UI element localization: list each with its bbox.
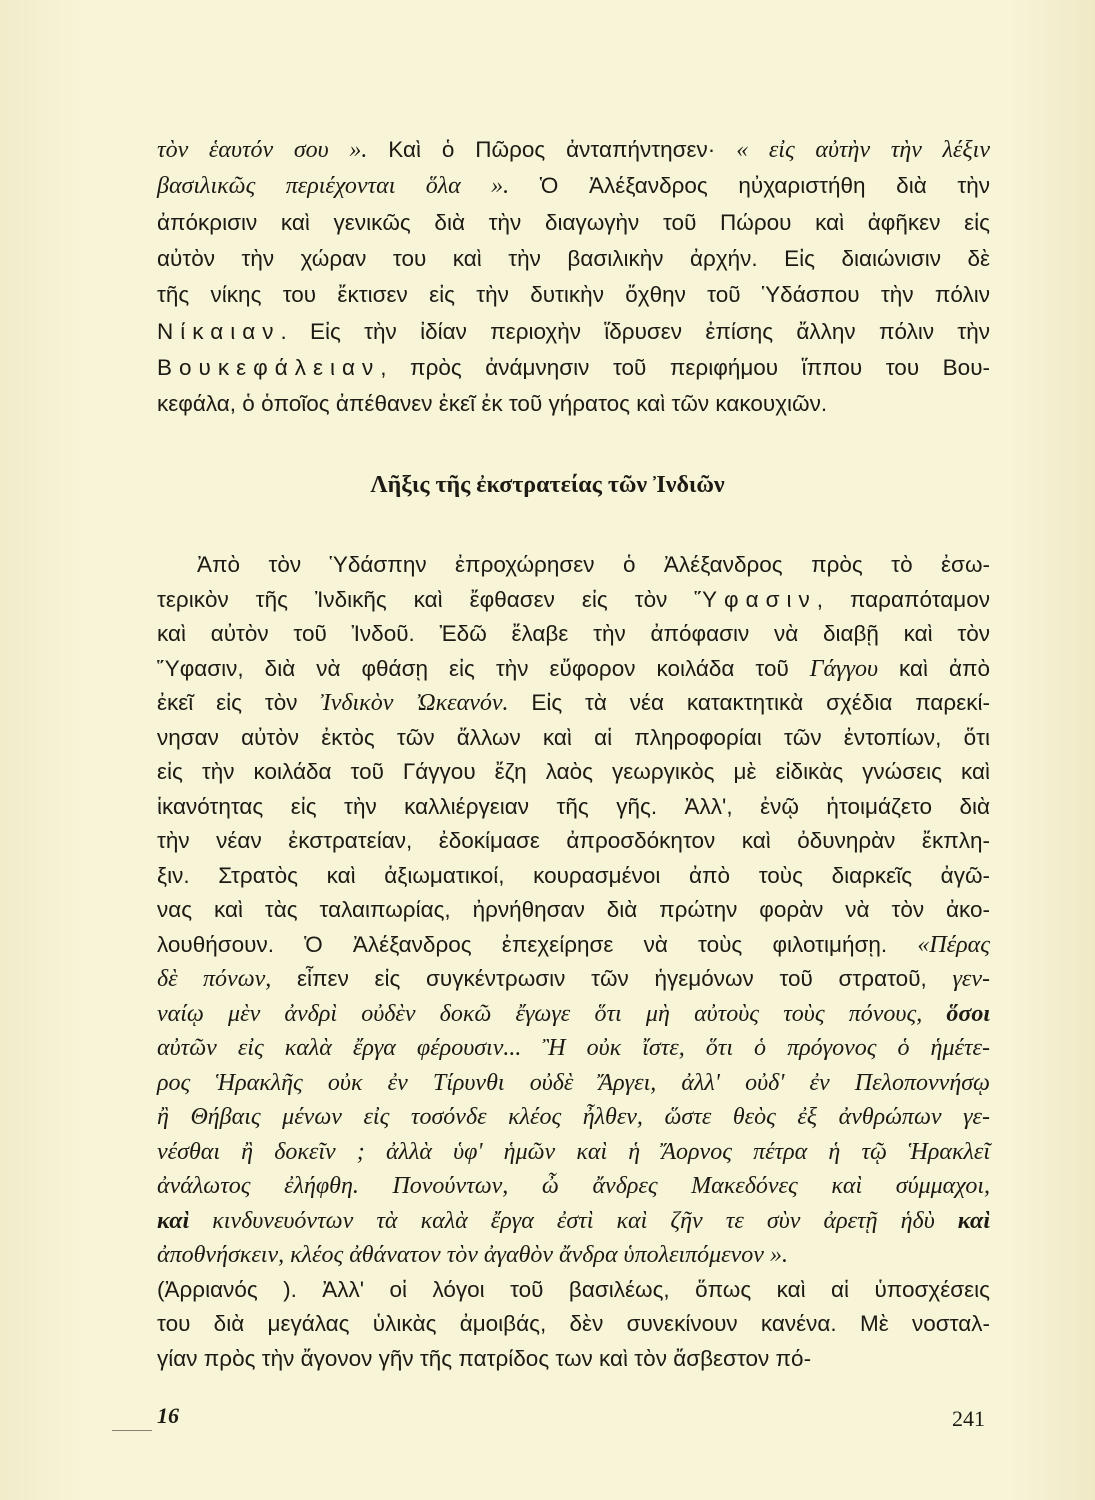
text-segment: ἀπόκρισιν καὶ γενικῶς διὰ τὴν διαγωγὴν τοῦ Πώρου καὶ ἀφῆκεν εἰς — [157, 209, 990, 235]
text-line — [157, 280, 990, 310]
text-line — [157, 999, 990, 1029]
quoted-italic-text: ρος Ἡρακλῆς οὐκ ἐν Τίρυνθι οὐδὲ Ἄργει, ἀλλ' οὐδ' ἐν Πελοποννήσῳ — [157, 1069, 990, 1096]
quoted-italic-text: αὐτῶν εἰς καλὰ ἔργα φέρουσιν... Ἢ οὐκ ἴστε, ὅτι ὁ πρόγονος ὁ ἡμέτε- — [157, 1035, 990, 1061]
quoted-italic-text: ἢ Θήβαις μένων εἰς τοσόνδε κλέος ἦλθεν, ὥστε θεὸς ἐξ ἀνθρώπων γε- — [157, 1104, 990, 1130]
quoted-italic-text: καὶ — [957, 1207, 990, 1234]
text-segment: Καὶ ὁ Πῶρος ἀνταπήντησεν· — [367, 137, 737, 162]
text-line — [157, 585, 990, 615]
text-line — [157, 1102, 990, 1132]
section-heading: Λῆξις τῆς ἐκστρατείας τῶν Ἰνδιῶν — [370, 472, 725, 498]
text-segment: νησαν αὐτὸν ἐκτὸς τῶν ἄλλων καὶ αἱ πληροφορίαι τῶν ἐντοπίων, ὅτι — [157, 724, 990, 750]
text-line — [157, 1206, 990, 1236]
text-segment: (Ἀρριανός ). Ἀλλ' οἱ λόγοι τοῦ βασιλέως, ὅπως καὶ αἱ ὑποσχέσεις — [157, 1276, 990, 1302]
quoted-italic-text: τὸν ἑαυτόν σου ». — [157, 137, 368, 163]
text-segment: . Εἰς τὴν ἰδίαν περιοχὴν ἵδρυσεν ἐπίσης ἄλλην πόλιν τὴν — [280, 318, 990, 344]
text-segment: εἰς τὴν κοιλάδα τοῦ Γάγγου ἔζη λαὸς γεωργικὸς μὲ εἰδικὰς γνώσεις καὶ — [157, 759, 990, 784]
quoted-italic-text: βασιλικῶς περιέχονται ὅλα ». — [157, 173, 510, 200]
quoted-italic-text: Γάγγου — [809, 655, 878, 682]
text-segment: τερικὸν τῆς Ἰνδικῆς καὶ ἔφθασεν εἰς τὸν — [157, 586, 695, 612]
text-segment: ξιν. Στρατὸς καὶ ἀξιωματικοί, κουρασμένοι ἀπὸ τοὺς διαρκεῖς ἀγῶ- — [157, 862, 990, 888]
quoted-italic-text: καὶ — [157, 1207, 190, 1234]
quoted-italic-text: ναίῳ μὲν ἀνδρὶ οὐδὲν δοκῶ ἔγωγε ὅτι μὴ αὐτοὺς τοὺς πόνους, — [157, 1000, 947, 1027]
text-segment: Ὕφασιν, διὰ νὰ φθάσῃ εἰς τὴν εὔφορον κοιλάδα τοῦ — [157, 655, 810, 681]
text-line — [157, 1068, 990, 1098]
page-number: 241 — [952, 1406, 985, 1431]
footer-rule — [112, 1430, 152, 1431]
text-segment: τὴν νέαν ἐκστρατείαν, ἐδοκίμασε ἀπροσδόκητον καὶ ὀδυνηρὰν ἔκπλη- — [157, 828, 990, 853]
text-segment: Ἀπὸ τὸν Ὑδάσπην ἐπροχώρησεν ὁ Ἀλέξανδρος πρὸς τὸ ἐσω- — [197, 552, 990, 577]
text-line — [157, 1275, 990, 1305]
text-line — [157, 723, 990, 753]
quoted-italic-text: ὅσοι — [946, 1000, 990, 1027]
text-line — [157, 757, 990, 787]
text-line — [157, 1344, 990, 1374]
text-segment: καὶ αὐτὸν τοῦ Ἰνδοῦ. Ἐδῶ ἔλαβε τὴν ἀπόφασιν νὰ διαβῇ καὶ τὸν — [157, 621, 990, 646]
text-segment: , παραπόταμον — [816, 586, 990, 612]
text-line — [157, 1240, 990, 1270]
text-line — [157, 1309, 990, 1339]
quoted-italic-text: δὲ πόνων, — [157, 966, 272, 992]
text-segment: κεφάλα, ὁ ὁποῖος ἀπέθανεν ἐκεῖ ἐκ τοῦ γήρατος καὶ τῶν κακουχιῶν. — [157, 391, 828, 417]
text-line — [157, 550, 990, 580]
spaced-name: Ὕφασιν — [694, 586, 817, 612]
text-segment: τῆς νίκης του ἔκτισεν εἰς τὴν δυτικὴν ὄχθην τοῦ Ὑδάσπου τὴν πόλιν — [157, 282, 990, 308]
spaced-name: Βουκεφάλειαν — [157, 354, 381, 380]
text-segment: , πρὸς ἀνάμνησιν τοῦ περιφήμου ἵππου του Βου- — [380, 354, 990, 380]
quoted-italic-text: κινδυνευόντων τὰ καλὰ ἔργα ἐστὶ καὶ ζῆν τε σὺν ἀρετῇ ἡδὺ — [189, 1207, 958, 1234]
quoted-italic-text: ἀνάλωτος ἐλήφθη. Πονούντων, ὦ ἄνδρες Μακεδόνες καὶ σύμμαχοι, — [157, 1173, 990, 1199]
text-segment: του διὰ μεγάλας ὑλικὰς ἀμοιβάς, δὲν συνεκίνουν κανένα. Μὲ νοσταλ- — [157, 1311, 990, 1336]
text-line — [157, 353, 990, 383]
text-segment: ἐκεῖ εἰς τὸν — [157, 690, 321, 715]
text-line — [157, 389, 990, 419]
text-line — [157, 208, 990, 238]
quoted-italic-text: νέσθαι ἢ δοκεῖν ; ἀλλὰ ὑφ' ἡμῶν καὶ ἡ Ἄορνος πέτρα ἡ τῷ Ἡρακλεῖ — [157, 1138, 990, 1165]
quoted-italic-text: γεν- — [952, 966, 990, 992]
text-line — [157, 930, 990, 960]
text-line — [157, 317, 990, 347]
text-line — [157, 1171, 990, 1201]
text-line — [157, 861, 990, 891]
text-line — [157, 171, 990, 201]
signature-mark: 16 — [157, 1403, 179, 1428]
text-segment: καὶ ἀπὸ — [877, 655, 991, 681]
text-line — [157, 826, 990, 856]
text-segment: αὐτὸν τὴν χώραν του καὶ τὴν βασιλικὴν ἀρχήν. Εἰς διαιώνισιν δὲ — [157, 245, 990, 271]
spaced-name: Νίκαιαν — [157, 318, 281, 344]
text-segment: γίαν πρὸς τὴν ἄγονον γῆν τῆς πατρίδος των καὶ τὸν ἄσβεστον πό- — [157, 1345, 812, 1371]
text-line — [157, 1033, 990, 1063]
text-line — [157, 688, 990, 718]
quoted-italic-text: ἀποθνήσκειν, κλέος ἀθάνατον τὸν ἀγαθὸν ἄνδρα ὑπολειπόμενον ». — [157, 1242, 788, 1268]
text-line — [157, 244, 990, 274]
text-line — [157, 964, 990, 994]
quoted-italic-text: «Πέρας — [917, 931, 990, 958]
text-line — [157, 895, 990, 925]
text-segment: Ὁ Ἀλέξανδρος ηὐχαριστήθη διὰ τὴν — [509, 173, 990, 199]
text-segment: νας καὶ τὰς ταλαιπωρίας, ἠρνήθησαν διὰ πρώτην φορὰν νὰ τὸν ἀκο- — [157, 897, 990, 922]
text-segment: Εἰς τὰ νέα κατακτητικὰ σχέδια παρεκί- — [508, 690, 990, 715]
text-line — [157, 1137, 990, 1167]
quoted-italic-text: Ἰνδικὸν Ὠκεανόν. — [320, 690, 509, 716]
text-segment: εἶπεν εἰς συγκέντρωσιν τῶν ἡγεμόνων τοῦ στρατοῦ, — [271, 966, 953, 991]
text-line — [157, 619, 990, 649]
text-segment: ἱκανότητας εἰς τὴν καλλιέργειαν τῆς γῆς. Ἀλλ', ἐνῷ ἡτοιμάζετο διὰ — [157, 793, 990, 819]
text-line — [157, 135, 990, 165]
text-line — [157, 654, 990, 684]
text-line — [157, 792, 990, 822]
quoted-italic-text: « εἰς αὐτὴν τὴν λέξιν — [736, 137, 990, 163]
text-segment: λουθήσουν. Ὁ Ἀλέξανδρος ἐπεχείρησε νὰ τοὺς φιλοτιμήσῃ. — [157, 931, 918, 957]
